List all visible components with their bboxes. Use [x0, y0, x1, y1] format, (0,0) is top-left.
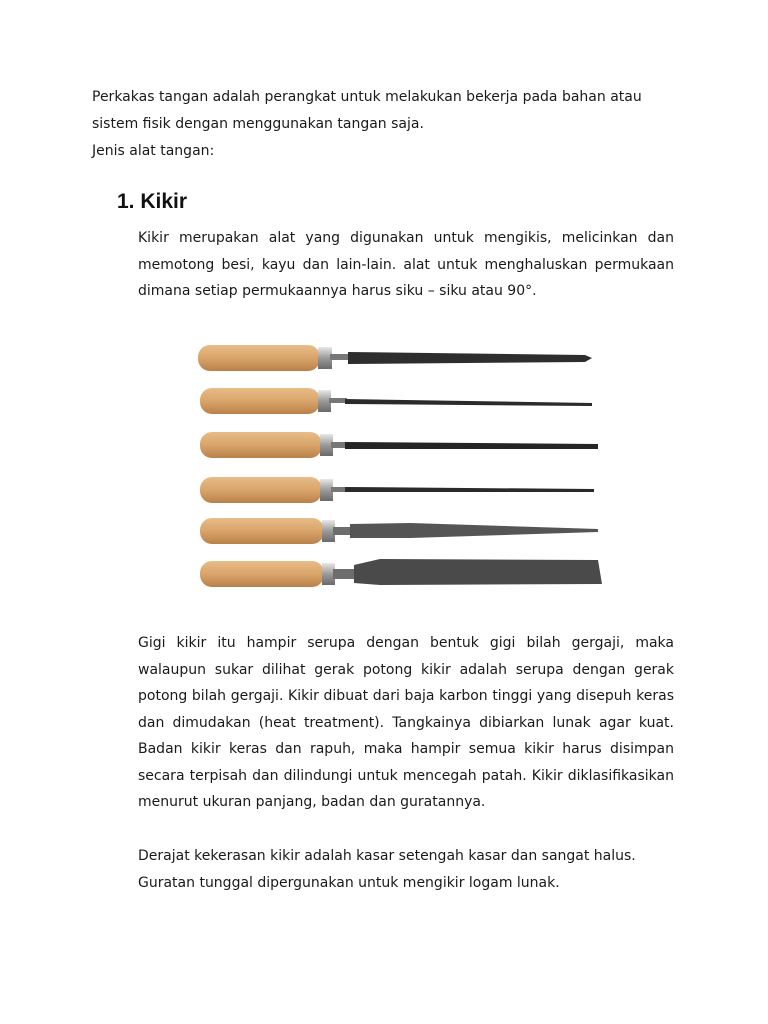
paragraph-definition: Kikir merupakan alat yang digunakan untuk mengikis, melicinkan dan memotong besi, kayu dan lain-lain. alat untuk menghaluskan permukaan dimana setiap permukaannya harus siku – siku atau 90°. [138, 230, 674, 299]
paragraph-description: Gigi kikir itu hampir serupa dengan bentuk gigi bilah gergaji, maka walaupun sukar dilihat gerak potong kikir adalah serupa dengan gerak potong bilah gergaji. Kikir dibuat dari baja karbon tinggi yang disepuh keras dan dimudakan (heat treatment). Tangkainya dibiarkan lunak agar kuat. Badan kikir keras dan rapuh, maka hampir semua kikir harus disimpan secara terpisah dan dilindungi untuk mencegah patah. Kikir diklasifikasikan menurut ukuran panjang, badan dan guratannya. [138, 635, 674, 810]
notes-line: Derajat kekerasan kikir adalah kasar setengah kasar dan sangat halus. [138, 848, 636, 864]
file-tool [200, 388, 592, 414]
file-tool [200, 559, 602, 587]
intro-line: sistem fisik dengan menggunakan tangan saja. [92, 116, 424, 132]
file-tool [200, 518, 598, 544]
intro-text [92, 84, 692, 165]
notes-line: Guratan tunggal dipergunakan untuk mengikir logam lunak. [138, 874, 560, 891]
file-tool [200, 432, 598, 458]
section-heading: 1. Kikir [117, 190, 188, 213]
paragraph-notes [138, 843, 674, 896]
intro-line: Jenis alat tangan: [92, 143, 215, 159]
file-tool [198, 345, 592, 371]
file-tools-photo-icon [180, 328, 610, 598]
intro-line: Perkakas tangan adalah perangkat untuk melakukan bekerja pada bahan atau [92, 89, 642, 105]
file-tool [200, 477, 594, 503]
